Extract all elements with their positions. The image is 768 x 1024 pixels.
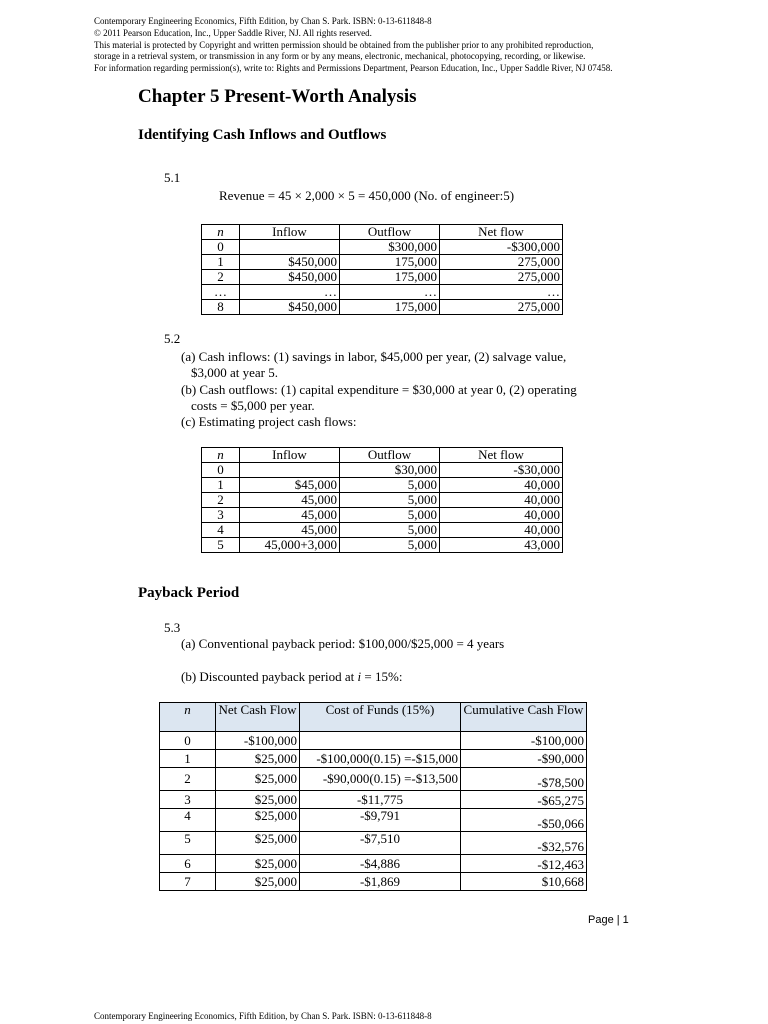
- page-footer: Contemporary Engineering Economics, Fifth Edition, by Chan S. Park. ISBN: 0-13-611848-8: [94, 1011, 432, 1021]
- table-cell: $30,000: [340, 463, 440, 478]
- discounted-payback-table: [159, 702, 587, 891]
- table-cell: 3: [160, 791, 216, 809]
- table-cell: …: [202, 285, 240, 300]
- table-cell: $450,000: [240, 255, 340, 270]
- variable-i: i: [357, 669, 362, 684]
- table-cell: 45,000: [240, 508, 340, 523]
- table-cell: 5,000: [340, 478, 440, 493]
- table-cell: 7: [160, 873, 216, 891]
- column-header: n: [202, 225, 240, 240]
- column-header: Inflow: [240, 448, 340, 463]
- table-cell: 45,000+3,000: [240, 538, 340, 553]
- table-cell: -$100,000(0.15) =-$15,000: [300, 750, 461, 768]
- problem-number: 5.2: [164, 331, 181, 346]
- table-cell: -$300,000: [440, 240, 563, 255]
- table-cell: -$4,886: [300, 855, 461, 873]
- text-fragment: = 15%:: [361, 669, 403, 684]
- table-row: [160, 873, 587, 891]
- table-cell: -$30,000: [440, 463, 563, 478]
- table-cell: -$78,500: [461, 768, 587, 791]
- table-row: [160, 768, 587, 791]
- table-cell: -$100,000: [216, 732, 300, 750]
- table-cell: $25,000: [216, 809, 300, 832]
- page-number: Page | 1: [588, 914, 629, 926]
- table-cell: 4: [160, 809, 216, 832]
- table-cell: -$50,066: [461, 809, 587, 832]
- table-row: [160, 791, 587, 809]
- table-cell: $25,000: [216, 791, 300, 809]
- column-header: Outflow: [340, 225, 440, 240]
- table-cell: 8: [202, 300, 240, 315]
- text-fragment: (b) Discounted payback period at: [181, 669, 358, 684]
- table-cell: $25,000: [216, 832, 300, 855]
- column-header: Cost of Funds (15%): [300, 703, 461, 732]
- text-line: (b) Cash outflows: (1) capital expenditure = $30,000 at year 0, (2) operating: [181, 382, 577, 397]
- table-cell: 45,000: [240, 493, 340, 508]
- table-cell: …: [440, 285, 563, 300]
- column-header: Net Cash Flow: [216, 703, 300, 732]
- table-cell: $300,000: [340, 240, 440, 255]
- table-cell: -$7,510: [300, 832, 461, 855]
- table-cell: -$9,791: [300, 809, 461, 832]
- table-row: [202, 463, 563, 478]
- text-line: costs = $5,000 per year.: [191, 398, 315, 413]
- table-row: [202, 285, 563, 300]
- table-cell: 43,000: [440, 538, 563, 553]
- table-cell: 1: [202, 255, 240, 270]
- table-cell: [300, 732, 461, 750]
- table-row: [202, 240, 563, 255]
- table-cell: 1: [202, 478, 240, 493]
- table-row: [202, 270, 563, 285]
- table-cell: 2: [160, 768, 216, 791]
- text-line: $3,000 at year 5.: [191, 365, 279, 380]
- table-cell: 40,000: [440, 508, 563, 523]
- table-cell: -$65,275: [461, 791, 587, 809]
- table-cell: $450,000: [240, 270, 340, 285]
- header-line: storage in a retrieval system, or transmission in any form or by any means, electronic, mechanical, photocopying, recording, or likewise.: [94, 51, 586, 62]
- header-line: © 2011 Pearson Education, Inc., Upper Saddle River, NJ. All rights reserved.: [94, 27, 372, 38]
- table-cell: 0: [202, 240, 240, 255]
- table-row: [202, 300, 563, 315]
- section-title: Identifying Cash Inflows and Outflows: [138, 127, 387, 143]
- problem-number: 5.1: [164, 170, 181, 185]
- table-cell: $25,000: [216, 750, 300, 768]
- table-cell: 175,000: [340, 300, 440, 315]
- table-cell: 0: [160, 732, 216, 750]
- table-row: [160, 750, 587, 768]
- table-cell: [240, 240, 340, 255]
- header-line: This material is protected by Copyright and written permission should be obtained from the publisher prior to any prohibited reproduction,: [94, 39, 594, 50]
- table-row: [202, 523, 563, 538]
- table-cell: 5,000: [340, 508, 440, 523]
- chapter-title: Chapter 5 Present-Worth Analysis: [138, 86, 417, 107]
- table-cell: 5,000: [340, 493, 440, 508]
- cash-flow-table-5-2: [201, 447, 563, 553]
- text-line: (a) Cash inflows: (1) savings in labor, $45,000 per year, (2) salvage value,: [181, 349, 567, 364]
- table-cell: 5,000: [340, 538, 440, 553]
- table-cell: 3: [202, 508, 240, 523]
- header-line: For information regarding permission(s), write to: Rights and Permissions Department, Pearson Education, Inc., Upper Saddle River, NJ 07458.: [94, 63, 613, 74]
- table-cell: 275,000: [440, 255, 563, 270]
- table-row: [160, 809, 587, 832]
- table-cell: 6: [160, 855, 216, 873]
- column-header: n: [202, 448, 240, 463]
- table-row: [202, 255, 563, 270]
- table-row: [160, 832, 587, 855]
- table-cell: $45,000: [240, 478, 340, 493]
- column-header: Net flow: [440, 448, 563, 463]
- table-cell: 5,000: [340, 523, 440, 538]
- table-cell: …: [240, 285, 340, 300]
- table-cell: 175,000: [340, 255, 440, 270]
- table-row: [202, 508, 563, 523]
- table-row: [202, 538, 563, 553]
- table-row: [202, 493, 563, 508]
- copyright-header: [94, 16, 734, 75]
- table-cell: $25,000: [216, 855, 300, 873]
- section-title: Payback Period: [138, 585, 240, 601]
- table-cell: 4: [202, 523, 240, 538]
- table-cell: …: [340, 285, 440, 300]
- text-line: (c) Estimating project cash flows:: [181, 414, 357, 429]
- table-cell: $450,000: [240, 300, 340, 315]
- table-cell: 5: [202, 538, 240, 553]
- table-cell: -$1,869: [300, 873, 461, 891]
- column-header: n: [160, 703, 216, 732]
- table-cell: 2: [202, 493, 240, 508]
- revenue-equation: Revenue = 45 × 2,000 × 5 = 450,000 (No. of engineer:5): [219, 188, 515, 203]
- table-cell: $10,668: [461, 873, 587, 891]
- column-header: Net flow: [440, 225, 563, 240]
- table-cell: 1: [160, 750, 216, 768]
- table-cell: -$32,576: [461, 832, 587, 855]
- column-header: Outflow: [340, 448, 440, 463]
- table-row: [160, 855, 587, 873]
- table-row: [160, 732, 587, 750]
- table-cell: -$90,000: [461, 750, 587, 768]
- table-cell: 40,000: [440, 493, 563, 508]
- problem-number: 5.3: [164, 620, 181, 635]
- table-cell: $25,000: [216, 873, 300, 891]
- table-cell: -$12,463: [461, 855, 587, 873]
- cash-flow-table-5-1: [201, 224, 563, 315]
- table-header-row: [202, 225, 563, 240]
- table-cell: 275,000: [440, 270, 563, 285]
- header-line: Contemporary Engineering Economics, Fifth Edition, by Chan S. Park. ISBN: 0-13-611848-8: [94, 16, 432, 26]
- table-cell: 45,000: [240, 523, 340, 538]
- table-cell: 5: [160, 832, 216, 855]
- table-cell: 0: [202, 463, 240, 478]
- table-cell: -$11,775: [300, 791, 461, 809]
- table-row: [202, 478, 563, 493]
- table-cell: 2: [202, 270, 240, 285]
- table-cell: 40,000: [440, 523, 563, 538]
- table-cell: -$90,000(0.15) =-$13,500: [300, 768, 461, 791]
- table-cell: 275,000: [440, 300, 563, 315]
- table-cell: $25,000: [216, 768, 300, 791]
- table-cell: 175,000: [340, 270, 440, 285]
- table-header-row: [202, 448, 563, 463]
- column-header: Inflow: [240, 225, 340, 240]
- table-cell: [240, 463, 340, 478]
- table-cell: -$100,000: [461, 732, 587, 750]
- text-line: (a) Conventional payback period: $100,000/$25,000 = 4 years: [181, 636, 505, 651]
- column-header: Cumulative Cash Flow: [461, 703, 587, 732]
- table-cell: 40,000: [440, 478, 563, 493]
- text-line: [181, 669, 402, 685]
- table-header-row: [160, 703, 587, 732]
